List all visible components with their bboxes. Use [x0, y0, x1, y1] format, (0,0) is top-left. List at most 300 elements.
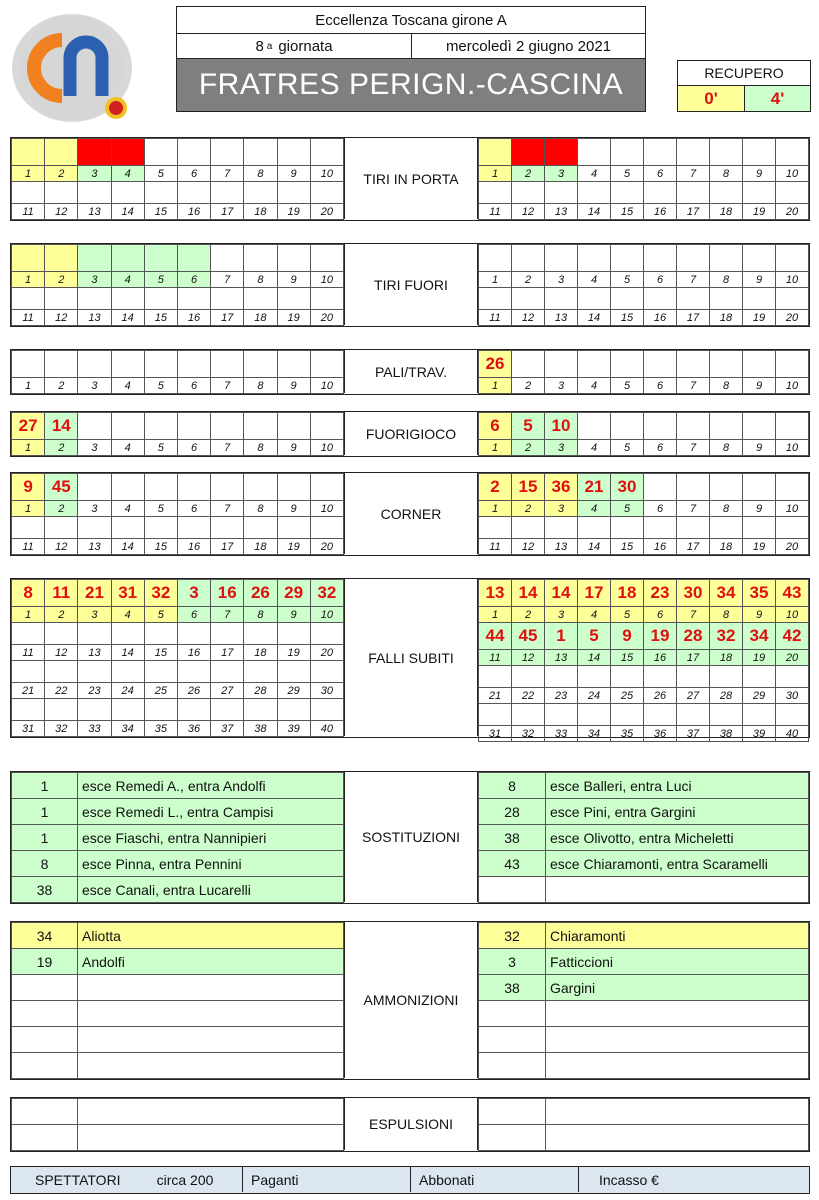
event-slot-empty: [710, 413, 743, 440]
slot-number: 38: [244, 721, 277, 737]
slot-number: 6: [644, 607, 677, 623]
event-slot-empty: [611, 666, 644, 688]
slot-number: 5: [611, 166, 644, 182]
sostituzioni-section: [10, 771, 810, 904]
slot-number: 40: [776, 726, 809, 742]
event-slot-empty: [78, 351, 111, 378]
espulsioni-label: ESPULSIONI: [368, 1116, 454, 1132]
event-slot-empty: [776, 704, 809, 726]
list-row: [479, 877, 809, 903]
slot-number: 14: [111, 310, 144, 326]
slot-number: 7: [677, 501, 710, 517]
event-description: [78, 1125, 344, 1151]
list-row: [12, 949, 344, 975]
slot-number: 2: [512, 440, 545, 456]
slot-number: 7: [677, 378, 710, 394]
event-slot-empty: [45, 517, 78, 539]
event-minute: 9: [12, 474, 45, 501]
slot-number: 8: [710, 501, 743, 517]
event-slot-empty: [177, 288, 210, 310]
event-minute: [177, 245, 210, 272]
slot-number: 18: [244, 204, 277, 220]
list-row: [479, 1001, 809, 1027]
event-minute: [479, 1027, 546, 1053]
event-minute: [78, 139, 111, 166]
slot-number: 8: [244, 501, 277, 517]
event-slot-empty: [710, 517, 743, 539]
list-row: [479, 949, 809, 975]
slot-number: 9: [277, 440, 310, 456]
slot-number: 36: [177, 721, 210, 737]
slot-number: 7: [677, 166, 710, 182]
slot-number: 3: [78, 501, 111, 517]
event-slot-empty: [244, 623, 277, 645]
slot-number: 6: [177, 607, 210, 623]
event-slot-empty: [776, 413, 809, 440]
slot-number: 12: [512, 310, 545, 326]
event-minute: 29: [277, 580, 310, 607]
slot-number: 10: [776, 166, 809, 182]
slot-number: 20: [776, 650, 809, 666]
event-slot-empty: [710, 245, 743, 272]
slot-number: 8: [244, 166, 277, 182]
sostituzioni-away: [478, 772, 809, 903]
slot-number: 13: [78, 204, 111, 220]
list-row: [12, 1053, 344, 1079]
event-description: [546, 1125, 809, 1151]
event-slot-empty: [677, 182, 710, 204]
event-minute: 5: [512, 413, 545, 440]
slot-number: 19: [277, 310, 310, 326]
event-slot-empty: [244, 699, 277, 721]
slot-number: 19: [277, 645, 310, 661]
slot-number: 3: [78, 378, 111, 394]
event-description: esce Canali, entra Lucarelli: [78, 877, 344, 903]
event-minute: 32: [144, 580, 177, 607]
slot-number: 2: [45, 378, 78, 394]
slot-number: 19: [277, 539, 310, 555]
event-slot-empty: [310, 699, 343, 721]
event-minute: 34: [743, 623, 776, 650]
slot-number: 5: [144, 607, 177, 623]
event-slot-empty: [743, 666, 776, 688]
slot-number: 5: [144, 440, 177, 456]
slot-number: 10: [310, 440, 343, 456]
fuorigioco-label-cell: [344, 412, 478, 455]
event-description: esce Pini, entra Gargini: [546, 799, 809, 825]
event-slot-empty: [776, 351, 809, 378]
event-minute: 9: [611, 623, 644, 650]
slot-number: 9: [277, 378, 310, 394]
tiri-porta-home: [11, 138, 344, 220]
slot-number: 15: [611, 204, 644, 220]
slot-number: 20: [776, 539, 809, 555]
slot-number: 8: [244, 378, 277, 394]
event-slot-empty: [578, 139, 611, 166]
slot-number: 25: [144, 683, 177, 699]
paganti-cell: [243, 1167, 411, 1192]
footer-bar: [10, 1166, 810, 1194]
event-description: esce Remedi A., entra Andolfi: [78, 773, 344, 799]
slot-number: 5: [144, 378, 177, 394]
event-slot-empty: [211, 351, 244, 378]
pali-section: [10, 349, 810, 395]
event-description: Fatticcioni: [546, 949, 809, 975]
event-slot-empty: [244, 413, 277, 440]
slot-number: 10: [310, 607, 343, 623]
falli-away: [478, 579, 809, 742]
event-slot-empty: [310, 245, 343, 272]
list-row: [12, 1099, 344, 1125]
event-slot-empty: [578, 517, 611, 539]
spettatori-cell: [11, 1167, 243, 1192]
slot-number: 39: [277, 721, 310, 737]
event-minute: 32: [710, 623, 743, 650]
event-description: [546, 1001, 809, 1027]
event-slot-empty: [310, 351, 343, 378]
incasso-label: Incasso €: [599, 1171, 659, 1188]
list-row: [12, 1027, 344, 1053]
event-slot-empty: [12, 517, 45, 539]
list-row: [479, 851, 809, 877]
event-minute: [111, 245, 144, 272]
slot-number: 29: [277, 683, 310, 699]
slot-number: 14: [111, 539, 144, 555]
event-description: esce Pinna, entra Pennini: [78, 851, 344, 877]
event-slot-empty: [743, 517, 776, 539]
event-minute: [45, 245, 78, 272]
event-minute: 2: [479, 474, 512, 501]
slot-number: 9: [743, 378, 776, 394]
pali-label: PALI/TRAV.: [374, 363, 448, 380]
slot-number: 23: [545, 688, 578, 704]
event-minute: 21: [578, 474, 611, 501]
event-slot-empty: [611, 517, 644, 539]
event-slot-empty: [144, 474, 177, 501]
event-slot-empty: [578, 666, 611, 688]
slot-number: 7: [211, 440, 244, 456]
event-slot-empty: [310, 474, 343, 501]
slot-number: 7: [211, 272, 244, 288]
event-slot-empty: [512, 666, 545, 688]
event-slot-empty: [644, 245, 677, 272]
slot-number: 26: [177, 683, 210, 699]
event-minute: 14: [545, 580, 578, 607]
event-description: [78, 975, 344, 1001]
slot-number: 10: [776, 272, 809, 288]
slot-number: 1: [479, 166, 512, 182]
slot-number: 11: [479, 310, 512, 326]
event-minute: [12, 245, 45, 272]
event-description: Aliotta: [78, 923, 344, 949]
event-slot-empty: [710, 351, 743, 378]
event-minute: 32: [310, 580, 343, 607]
event-description: esce Remedi L., entra Campisi: [78, 799, 344, 825]
event-slot-empty: [743, 139, 776, 166]
event-minute: 38: [479, 975, 546, 1001]
tiri-porta-label: TIRI IN PORTA: [363, 170, 459, 187]
event-slot-empty: [12, 661, 45, 683]
event-slot-empty: [12, 288, 45, 310]
event-slot-empty: [545, 288, 578, 310]
event-description: [546, 1099, 809, 1125]
event-minute: 30: [611, 474, 644, 501]
event-description: Gargini: [546, 975, 809, 1001]
recupero-first-value: 0': [704, 88, 718, 108]
event-slot-empty: [710, 474, 743, 501]
event-slot-empty: [578, 351, 611, 378]
slot-number: 19: [743, 539, 776, 555]
slot-number: 35: [611, 726, 644, 742]
list-row: [479, 1125, 809, 1151]
slot-number: 22: [45, 683, 78, 699]
corner-section: [10, 472, 810, 556]
slot-number: 33: [545, 726, 578, 742]
slot-number: 19: [277, 204, 310, 220]
event-minute: 15: [512, 474, 545, 501]
event-slot-empty: [177, 517, 210, 539]
event-description: [546, 1027, 809, 1053]
list-row: [479, 825, 809, 851]
falli-home: [11, 579, 344, 737]
slot-number: 13: [78, 645, 111, 661]
event-minute: 26: [479, 351, 512, 378]
event-slot-empty: [78, 699, 111, 721]
event-slot-empty: [244, 182, 277, 204]
event-slot-empty: [12, 351, 45, 378]
event-minute: [545, 139, 578, 166]
league-name: Eccellenza Toscana girone A: [315, 11, 507, 29]
event-minute: [111, 139, 144, 166]
event-minute: 26: [244, 580, 277, 607]
event-slot-empty: [144, 623, 177, 645]
event-slot-empty: [144, 413, 177, 440]
slot-number: 26: [644, 688, 677, 704]
event-description: [78, 1001, 344, 1027]
slot-number: 7: [677, 272, 710, 288]
slot-number: 20: [776, 204, 809, 220]
event-slot-empty: [144, 351, 177, 378]
slot-number: 15: [144, 204, 177, 220]
tiri-fuori-label: TIRI FUORI: [374, 276, 448, 293]
event-minute: 8: [12, 580, 45, 607]
sostituzioni-label: SOSTITUZIONI: [362, 829, 460, 845]
event-minute: [479, 1099, 546, 1125]
event-description: esce Balleri, entra Luci: [546, 773, 809, 799]
slot-number: 7: [211, 378, 244, 394]
slot-number: 4: [111, 272, 144, 288]
slot-number: 14: [578, 310, 611, 326]
event-minute: 13: [479, 580, 512, 607]
list-row: [12, 923, 344, 949]
event-minute: 34: [710, 580, 743, 607]
event-minute: 3: [177, 580, 210, 607]
event-slot-empty: [277, 351, 310, 378]
recupero-second-value: 4': [770, 88, 785, 108]
event-slot-empty: [512, 517, 545, 539]
slot-number: 19: [743, 310, 776, 326]
slot-number: 21: [12, 683, 45, 699]
slot-number: 9: [277, 501, 310, 517]
slot-number: 9: [743, 607, 776, 623]
event-minute: 38: [479, 825, 546, 851]
slot-number: 6: [644, 440, 677, 456]
slot-number: 17: [211, 310, 244, 326]
event-slot-empty: [177, 413, 210, 440]
event-slot-empty: [277, 661, 310, 683]
slot-number: 35: [144, 721, 177, 737]
slot-number: 15: [611, 539, 644, 555]
slot-number: 20: [776, 310, 809, 326]
slot-number: 7: [677, 607, 710, 623]
slot-number: 5: [611, 501, 644, 517]
slot-number: 19: [743, 650, 776, 666]
match-title: FRATRES PERIGN.-CASCINA: [198, 68, 624, 101]
slot-number: 10: [776, 378, 809, 394]
event-slot-empty: [710, 288, 743, 310]
event-slot-empty: [776, 474, 809, 501]
event-minute: 31: [111, 580, 144, 607]
event-minute: 1: [545, 623, 578, 650]
event-slot-empty: [644, 666, 677, 688]
slot-number: 1: [12, 378, 45, 394]
event-slot-empty: [111, 474, 144, 501]
event-slot-empty: [776, 245, 809, 272]
slot-number: 8: [710, 378, 743, 394]
event-minute: 8: [12, 851, 78, 877]
slot-number: 11: [12, 645, 45, 661]
event-slot-empty: [611, 182, 644, 204]
slot-number: 1: [479, 272, 512, 288]
event-slot-empty: [111, 517, 144, 539]
event-slot-empty: [177, 623, 210, 645]
date-cell: [411, 33, 646, 59]
event-description: [78, 1027, 344, 1053]
slot-number: 6: [644, 166, 677, 182]
paganti-label: Paganti: [251, 1171, 299, 1188]
slot-number: 4: [578, 166, 611, 182]
slot-number: 13: [545, 650, 578, 666]
event-slot-empty: [78, 182, 111, 204]
event-slot-empty: [710, 666, 743, 688]
fuorigioco-away: [478, 412, 809, 456]
round-suffix: a: [266, 40, 273, 52]
list-row: [479, 975, 809, 1001]
slot-number: 3: [545, 501, 578, 517]
event-description: [78, 1099, 344, 1125]
event-slot-empty: [244, 474, 277, 501]
event-slot-empty: [512, 288, 545, 310]
tiri-fuori-label-cell: [344, 244, 478, 325]
slot-number: 8: [710, 440, 743, 456]
event-minute: 18: [611, 580, 644, 607]
event-minute: 11: [45, 580, 78, 607]
slot-number: 8: [244, 272, 277, 288]
tiri-porta-label-cell: [344, 138, 478, 219]
pali-home: [11, 350, 344, 394]
slot-number: 10: [776, 501, 809, 517]
slot-number: 5: [144, 501, 177, 517]
slot-number: 8: [710, 607, 743, 623]
slot-number: 16: [644, 539, 677, 555]
recupero-second-half: [744, 85, 811, 112]
event-slot-empty: [310, 623, 343, 645]
slot-number: 6: [177, 166, 210, 182]
event-minute: [78, 245, 111, 272]
event-slot-empty: [578, 704, 611, 726]
event-slot-empty: [644, 517, 677, 539]
slot-number: 30: [310, 683, 343, 699]
tiri-fuori-away: [478, 244, 809, 326]
event-minute: [479, 1053, 546, 1079]
slot-number: 9: [743, 501, 776, 517]
slot-number: 8: [244, 440, 277, 456]
event-slot-empty: [545, 704, 578, 726]
slot-number: 3: [545, 272, 578, 288]
event-minute: [12, 1001, 78, 1027]
event-minute: 21: [78, 580, 111, 607]
event-minute: 6: [479, 413, 512, 440]
slot-number: 10: [310, 272, 343, 288]
event-slot-empty: [111, 182, 144, 204]
slot-number: 1: [479, 501, 512, 517]
event-minute: 43: [479, 851, 546, 877]
slot-number: 22: [512, 688, 545, 704]
slot-number: 12: [512, 204, 545, 220]
slot-number: 15: [611, 650, 644, 666]
event-slot-empty: [244, 139, 277, 166]
event-slot-empty: [545, 666, 578, 688]
slot-number: 1: [479, 607, 512, 623]
event-slot-empty: [644, 413, 677, 440]
slot-number: 2: [45, 607, 78, 623]
list-row: [479, 923, 809, 949]
event-slot-empty: [710, 139, 743, 166]
slot-number: 38: [710, 726, 743, 742]
event-slot-empty: [111, 623, 144, 645]
slot-number: 2: [45, 440, 78, 456]
slot-number: 13: [78, 539, 111, 555]
event-slot-empty: [710, 704, 743, 726]
event-slot-empty: [545, 517, 578, 539]
slot-number: 17: [211, 645, 244, 661]
event-minute: 44: [479, 623, 512, 650]
slot-number: 32: [512, 726, 545, 742]
slot-number: 34: [111, 721, 144, 737]
event-slot-empty: [277, 699, 310, 721]
falli-label-cell: [344, 579, 478, 736]
slot-number: 16: [644, 310, 677, 326]
ammonizioni-label: AMMONIZIONI: [363, 992, 459, 1008]
event-slot-empty: [144, 139, 177, 166]
list-row: [12, 825, 344, 851]
slot-number: 3: [78, 607, 111, 623]
event-slot-empty: [578, 413, 611, 440]
event-slot-empty: [211, 413, 244, 440]
event-minute: 19: [644, 623, 677, 650]
slot-number: 14: [111, 645, 144, 661]
slot-number: 29: [743, 688, 776, 704]
event-slot-empty: [111, 351, 144, 378]
event-slot-empty: [277, 182, 310, 204]
slot-number: 19: [743, 204, 776, 220]
list-row: [12, 1001, 344, 1027]
slot-number: 14: [111, 204, 144, 220]
slot-number: 4: [578, 440, 611, 456]
event-slot-empty: [545, 182, 578, 204]
event-slot-empty: [578, 182, 611, 204]
event-slot-empty: [578, 288, 611, 310]
